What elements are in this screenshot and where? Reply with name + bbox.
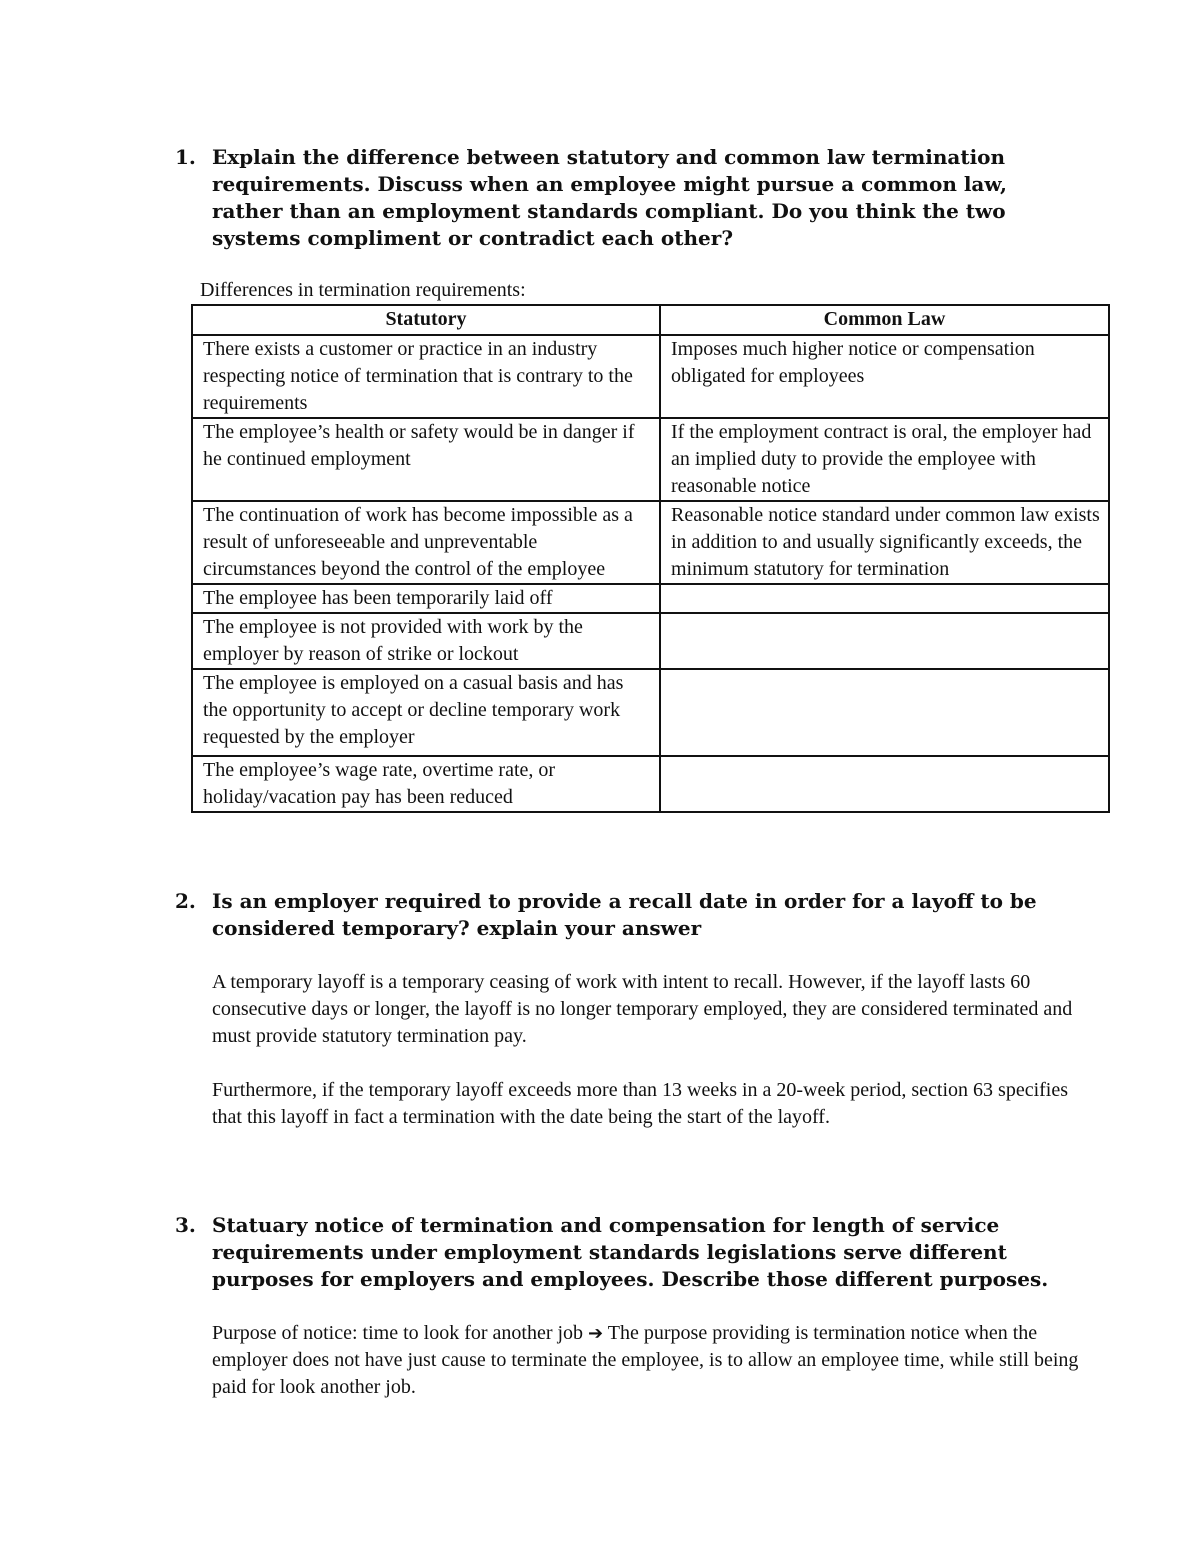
common-law-cell (660, 584, 1109, 613)
table-row (192, 501, 1109, 584)
table-row (192, 418, 1109, 501)
statutory-cell: There exists a customer or practice in an industry respecting notice of termination that is contrary to the requirements (192, 335, 660, 418)
column-header-common-law: Common Law (660, 305, 1109, 335)
statutory-cell: The continuation of work has become impossible as a result of unforeseeable and unpreventable circumstances beyond the control of the employee (192, 501, 660, 584)
statutory-cell: The employee is not provided with work by the employer by reason of strike or lockout (192, 613, 660, 669)
common-law-cell: Imposes much higher notice or compensation obligated for employees (660, 335, 1109, 418)
common-law-cell (660, 669, 1109, 756)
termination-requirements-table (191, 304, 1110, 813)
column-header-statutory: Statutory (192, 305, 660, 335)
table-caption: Differences in termination requirements: (200, 279, 526, 301)
statutory-cell: The employee has been temporarily laid off (192, 584, 660, 613)
question-3-number: 3. (175, 1213, 196, 1237)
table-row (192, 584, 1109, 613)
statutory-cell: The employee’s wage rate, overtime rate, or holiday/vacation pay has been reduced (192, 756, 660, 812)
question-3-answer-paragraph (212, 1320, 1092, 1401)
table-row (192, 613, 1109, 669)
question-1-text: Explain the difference between statutory and common law termination requirements. Discuss when an employee might pursue a common law, rather than an employment standards compliant. Do you think the two systems compliment or contradict each other? (212, 145, 1007, 250)
purpose-of-notice-text: The purpose providing is termination notice when the employer does not have just cause to terminate the employee, is to allow an employee time, while still being paid for look another job. (212, 1322, 1079, 1398)
table-row (192, 335, 1109, 418)
common-law-cell (660, 756, 1109, 812)
right-arrow-icon: ➔ (588, 1323, 604, 1344)
question-2-answer-paragraph-2: Furthermore, if the temporary layoff exceeds more than 13 weeks in a 20-week period, section 63 specifies that this layoff in fact a termination with the date being the start of the layoff. (212, 1079, 1069, 1128)
question-2 (175, 888, 1075, 942)
question-3-text: Statuary notice of termination and compensation for length of service requirements under employment standards legislations serve different purposes for employers and employees. Describe those different purposes. (212, 1213, 1049, 1291)
question-2-number: 2. (175, 889, 196, 913)
question-2-text: Is an employer required to provide a recall date in order for a layoff to be considered temporary? explain your answer (212, 889, 1037, 940)
common-law-cell (660, 613, 1109, 669)
common-law-cell: Reasonable notice standard under common law exists in addition to and usually significantly exceeds, the minimum statutory for termination (660, 501, 1109, 584)
table-row (192, 756, 1109, 812)
question-1 (175, 144, 1075, 252)
question-2-answer-paragraph-1: A temporary layoff is a temporary ceasing of work with intent to recall. However, if the layoff lasts 60 consecutive days or longer, the layoff is no longer temporary employed, they are considered terminated and must provide statutory termination pay. (212, 971, 1073, 1047)
statutory-cell: The employee’s health or safety would be in danger if he continued employment (192, 418, 660, 501)
purpose-of-notice-lead: Purpose of notice: time to look for another job (212, 1322, 584, 1344)
table-header-row (192, 305, 1109, 335)
statutory-cell: The employee is employed on a casual basis and has the opportunity to accept or decline temporary work requested by the employer (192, 669, 660, 756)
table-row (192, 669, 1109, 756)
common-law-cell: If the employment contract is oral, the employer had an implied duty to provide the employee with reasonable notice (660, 418, 1109, 501)
question-3 (175, 1212, 1075, 1293)
question-1-number: 1. (175, 145, 196, 169)
